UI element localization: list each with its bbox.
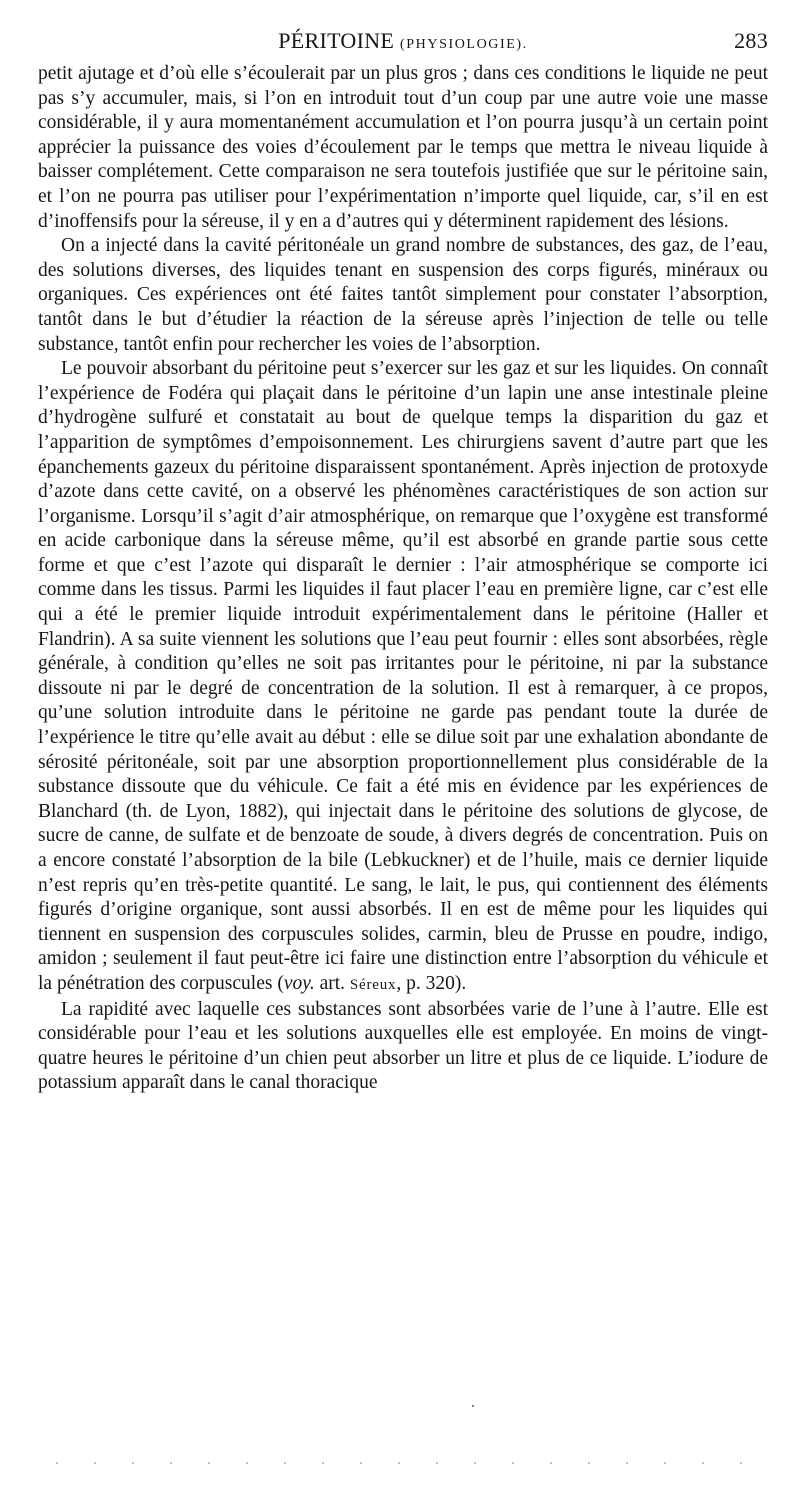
print-speck bbox=[472, 1405, 474, 1407]
body-text bbox=[38, 62, 768, 1096]
reference-italic: voy. bbox=[283, 972, 315, 994]
reference-prefix: ( bbox=[272, 972, 284, 994]
paragraph-4 bbox=[38, 998, 768, 1096]
paragraph-2-text: On a injecté dans la cavité péritonéale un grand nombre de substances, des gaz, de l’eau, des solutions diverses, des liquides tenant en suspension des corps figurés, minéraux ou organiques. Ces expériences ont été faites tantôt simplement pour constater l’absorption, tantôt dans le but d’étudier la réaction de la séreuse après l’injection de telle ou telle substance, tantôt enfin pour rechercher les voies de l’absorption. bbox=[38, 235, 768, 355]
running-header bbox=[38, 28, 768, 58]
header-subtitle: (PHYSIOLOGIE). bbox=[400, 37, 528, 52]
header-title: PÉRITOINE bbox=[278, 28, 395, 53]
paragraph-1 bbox=[38, 62, 768, 234]
paragraph-2 bbox=[38, 234, 768, 357]
paragraph-4-text: La rapidité avec laquelle ces substances sont absorbées varie de l’une à l’autre. Elle est considérable pour l’eau et les solutions auxquelles elle est employée. En moins de vingt-quatre heures le péritoine d’un chien peut absorber un litre et plus de ce liquide. L’iodure de potassium apparaît dans le canal thoracique bbox=[38, 998, 768, 1094]
reference-article: Séreux bbox=[349, 976, 397, 993]
footer-dotted-rule bbox=[38, 1462, 768, 1464]
paragraph-3 bbox=[38, 357, 768, 997]
paragraph-1-text: petit ajutage et d’où elle s’écoulerait par un plus gros ; dans ces conditions le liquide ne peut pas s’y accumuler, mais, si l’on en introduit tout d’un coup par une autre voie une masse considérable, il y aura momentanément accumulation et l’on pourra jusqu’à un certain point apprécier la puissance des voies d’écoulement par le temps que mettra le niveau liquide à baisser complétement. Cette comparaison ne sera toutefois justifiée que sur le péritoine sain, et l’on ne pourra pas utiliser pour l’expérimentation n’importe quel liquide, car, s’il en est d’inoffensifs pour la séreuse, il y en a d’autres qui y déterminent rapidement des lésions. bbox=[38, 63, 768, 232]
running-title bbox=[38, 28, 768, 54]
paragraph-3-text: Le pouvoir absorbant du péritoine peut s’exercer sur les gaz et sur les liquides. On connaît l’expérience de Fodéra qui plaçait dans le péritoine d’un lapin une anse intestinale pleine d’hydrogène sulfuré et constatait au bout de quelque temps la disparition du gaz et l’apparition de symptômes d’empoisonnement. Les chirurgiens savent d’autre part que les épanchements gazeux du péritoine disparaissent spontanément. Après injection de protoxyde d’azote dans cette cavité, on a observé les phénomènes caractéristiques de son action sur l’organisme. Lorsqu’il s’agit d’air atmosphérique, on remarque que l’oxygène est transformé en acide carbonique dans la séreuse même, qu’il est absorbé en grande partie sous cette forme et que c’est l’azote qui disparaît le dernier : l’air atmosphérique se comporte ici comme dans les tissus. Parmi les liquides il faut placer l’eau en première ligne, car c’est elle qui a été le premier liquide introduit expérimentalement dans le péritoine (Haller et Flandrin). A sa suite viennent les solutions que l’eau peut fournir : elles sont absorbées, règle générale, à condition qu’elles ne soit pas irritantes pour le péritoine, ni par la substance dissoute ni par le degré de concentration de la solution. Il est à remarquer, à ce propos, qu’une solution introduite dans le péritoine ne garde pas pendant toute la durée de l’expérience le titre qu’elle avait au début : elle se dilue soit par une exhalation abondante de sérosité péritonéale, soit par une absorption proportionnellement plus considérable de la substance dissoute que du véhicule. Ce fait a été mis en évidence par les expériences de Blanchard (th. de Lyon, 1882), qui injectait dans le péritoine des solutions de glycose, de sucre de canne, de sulfate et de benzoate de soude, à divers degrés de concentration. Puis on a encore constaté l’absorption de la bile (Lebkuckner) et de l’huile, mais ce dernier liquide n’est repris qu’en très-petite quantité. Le sang, le lait, le pus, qui contiennent des éléments figurés d’origine organique, sont aussi absorbés. Il en est de même pour les liquides qui tiennent en suspension des corpuscules solides, carmin, bleu de Prusse en poudre, indigo, amidon ; seulement il faut peut-être ici faire une distinction entre l’absorption du véhicule et la pénétration des corpuscules bbox=[38, 358, 768, 994]
reference-suffix: , p. 320). bbox=[396, 972, 467, 994]
page-number: 283 bbox=[734, 28, 768, 53]
reference-middle: art. bbox=[314, 972, 350, 994]
document-page bbox=[38, 28, 768, 1096]
